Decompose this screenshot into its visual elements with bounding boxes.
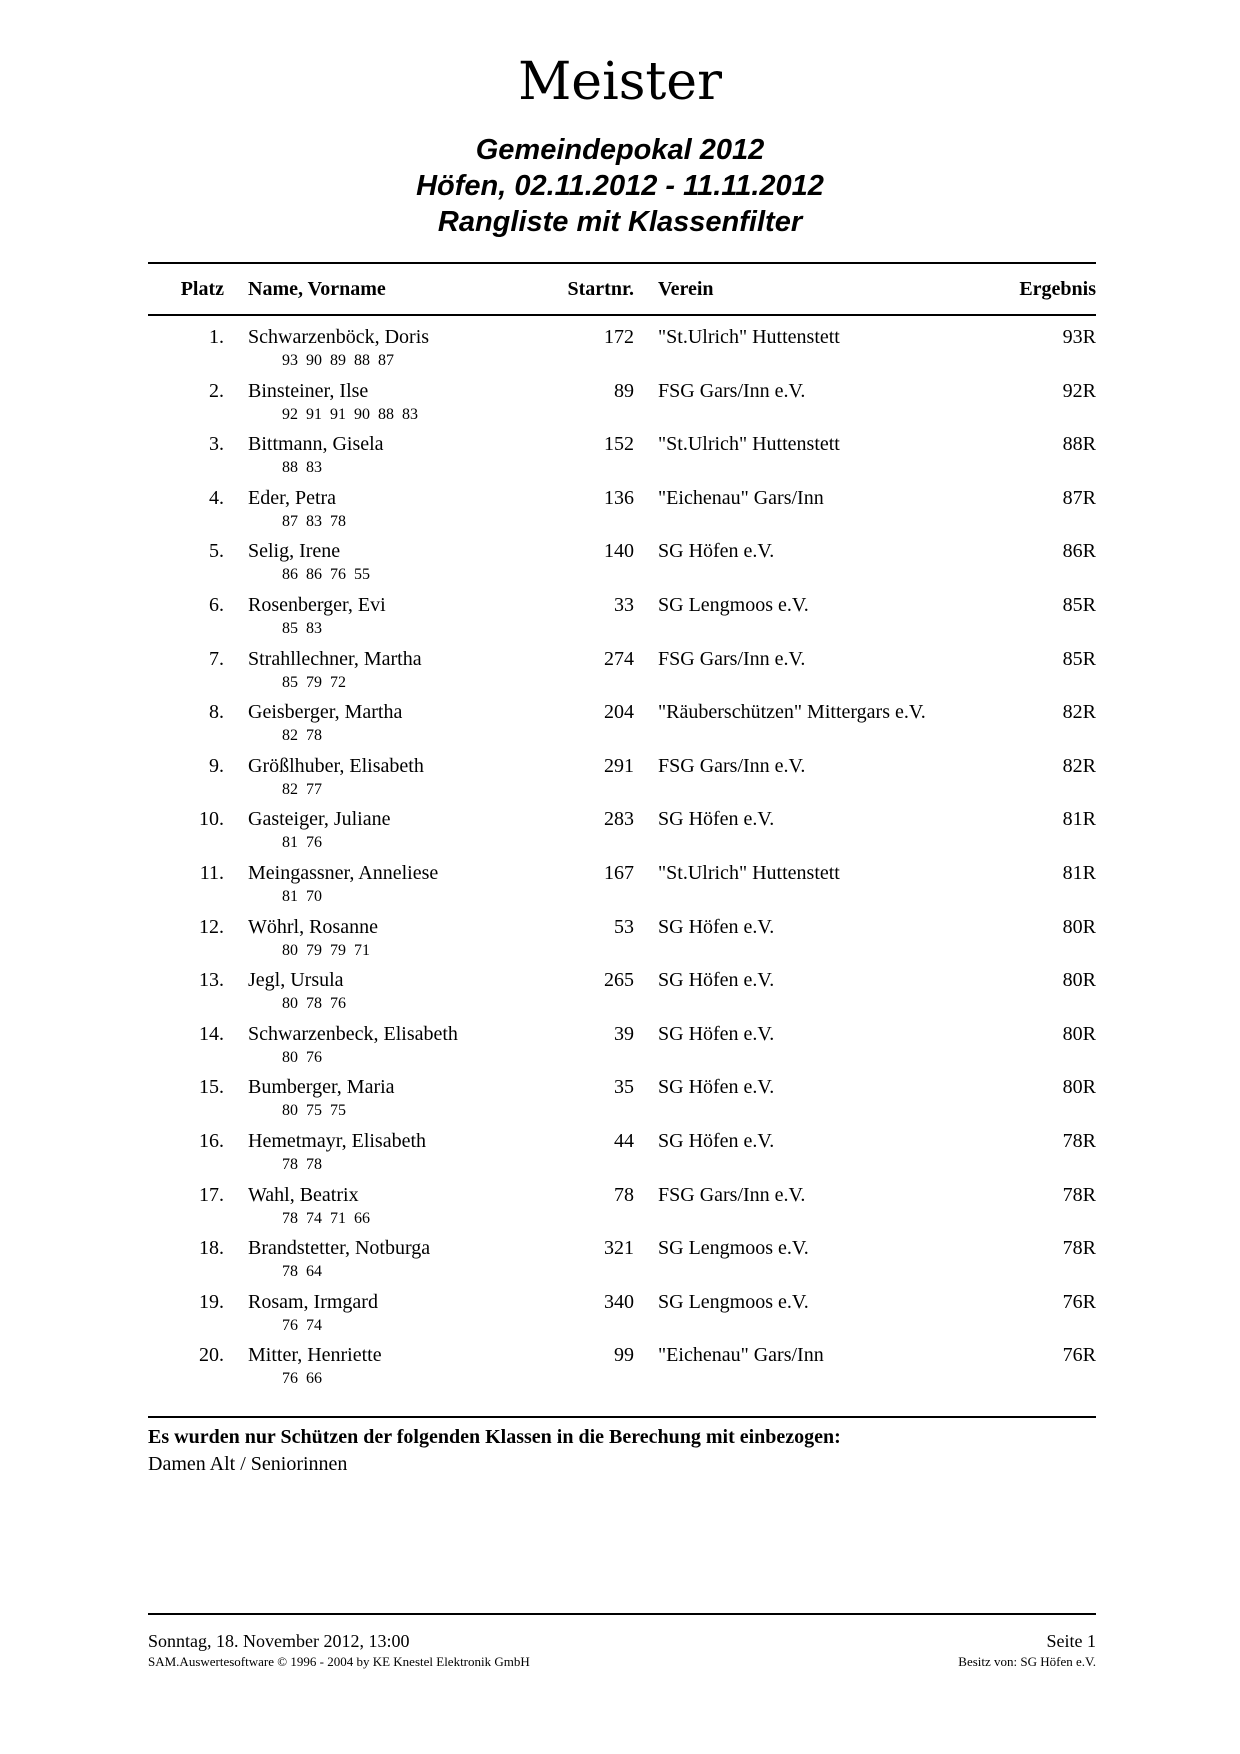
row-series-scores: 87 83 78 — [282, 513, 346, 530]
row-startnr: 204 — [604, 701, 634, 723]
row-startnr: 265 — [604, 969, 634, 991]
row-startnr: 283 — [604, 808, 634, 830]
row-ergebnis: 82R — [1062, 701, 1096, 723]
row-verein: SG Höfen e.V. — [658, 1130, 775, 1152]
table-row — [0, 1128, 1240, 1182]
row-series-scores: 85 79 72 — [282, 674, 346, 691]
table-row — [0, 914, 1240, 968]
row-platz: 19. — [199, 1291, 224, 1313]
row-name: Binsteiner, Ilse — [248, 380, 369, 402]
row-ergebnis: 80R — [1062, 916, 1096, 938]
row-ergebnis: 86R — [1062, 540, 1096, 562]
row-startnr: 140 — [604, 540, 634, 562]
column-header-verein: Verein — [658, 278, 714, 300]
row-platz: 1. — [209, 326, 224, 348]
row-platz: 14. — [199, 1023, 224, 1045]
row-ergebnis: 80R — [1062, 969, 1096, 991]
table-row — [0, 485, 1240, 539]
row-ergebnis: 78R — [1062, 1184, 1096, 1206]
footer-page: Seite 1 — [1046, 1631, 1096, 1651]
row-platz: 16. — [199, 1130, 224, 1152]
table-row — [0, 699, 1240, 753]
table-row — [0, 753, 1240, 807]
class-filter-value: Damen Alt / Seniorinnen — [148, 1453, 348, 1475]
table-row — [0, 860, 1240, 914]
table-row — [0, 592, 1240, 646]
row-platz: 8. — [209, 701, 224, 723]
row-ergebnis: 81R — [1062, 862, 1096, 884]
table-row — [0, 378, 1240, 432]
row-name: Eder, Petra — [248, 487, 337, 509]
row-verein: SG Höfen e.V. — [658, 1076, 775, 1098]
row-platz: 10. — [199, 808, 224, 830]
row-ergebnis: 85R — [1062, 648, 1096, 670]
row-platz: 6. — [209, 594, 224, 616]
row-name: Strahllechner, Martha — [248, 648, 422, 670]
row-verein: SG Höfen e.V. — [658, 1023, 775, 1045]
row-ergebnis: 76R — [1062, 1344, 1096, 1366]
row-platz: 20. — [199, 1344, 224, 1366]
row-verein: SG Höfen e.V. — [658, 540, 775, 562]
row-verein: "St.Ulrich" Huttenstett — [658, 326, 840, 348]
table-row — [0, 538, 1240, 592]
row-verein: SG Lengmoos e.V. — [658, 1291, 809, 1313]
row-startnr: 172 — [604, 326, 634, 348]
row-verein: "St.Ulrich" Huttenstett — [658, 433, 840, 455]
row-ergebnis: 92R — [1062, 380, 1096, 402]
row-series-scores: 88 83 — [282, 459, 322, 476]
row-series-scores: 80 75 75 — [282, 1102, 346, 1119]
subtitle-line-list-type: Rangliste mit Klassenfilter — [437, 206, 803, 238]
row-series-scores: 80 78 76 — [282, 995, 346, 1012]
row-verein: SG Höfen e.V. — [658, 969, 775, 991]
row-name: Wahl, Beatrix — [248, 1184, 359, 1206]
row-name: Größlhuber, Elisabeth — [248, 755, 424, 777]
row-verein: SG Höfen e.V. — [658, 808, 775, 830]
row-name: Hemetmayr, Elisabeth — [248, 1130, 427, 1152]
row-verein: FSG Gars/Inn e.V. — [658, 380, 806, 402]
row-series-scores: 78 74 71 66 — [282, 1210, 370, 1227]
row-series-scores: 92 91 91 90 88 83 — [282, 406, 418, 423]
row-verein: FSG Gars/Inn e.V. — [658, 755, 806, 777]
header-top-rule — [148, 262, 1096, 264]
row-verein: SG Lengmoos e.V. — [658, 1237, 809, 1259]
row-ergebnis: 88R — [1062, 433, 1096, 455]
row-startnr: 78 — [614, 1184, 634, 1206]
footer-software: SAM.Auswertesoftware © 1996 - 2004 by KE Knestel Elektronik GmbH — [148, 1654, 530, 1669]
row-series-scores: 76 66 — [282, 1370, 322, 1387]
row-startnr: 152 — [604, 433, 634, 455]
row-platz: 12. — [199, 916, 224, 938]
row-startnr: 39 — [614, 1023, 634, 1045]
row-startnr: 167 — [604, 862, 634, 884]
row-verein: FSG Gars/Inn e.V. — [658, 648, 806, 670]
footer-owner: Besitz von: SG Höfen e.V. — [958, 1654, 1096, 1669]
row-platz: 3. — [209, 433, 224, 455]
table-row — [0, 1182, 1240, 1236]
table-bottom-rule — [148, 1416, 1096, 1418]
subtitle-line-place-date: Höfen, 02.11.2012 - 11.11.2012 — [416, 170, 824, 202]
row-series-scores: 93 90 89 88 87 — [282, 352, 394, 369]
row-verein: "Eichenau" Gars/Inn — [658, 1344, 824, 1366]
table-row — [0, 324, 1240, 378]
table-row — [0, 1074, 1240, 1128]
row-startnr: 274 — [604, 648, 634, 670]
page-title: Meister — [518, 52, 722, 112]
row-platz: 15. — [199, 1076, 224, 1098]
row-platz: 17. — [199, 1184, 224, 1206]
row-startnr: 33 — [614, 594, 634, 616]
row-ergebnis: 87R — [1062, 487, 1096, 509]
column-header-name: Name, Vorname — [248, 278, 386, 300]
row-name: Geisberger, Martha — [248, 701, 403, 723]
row-series-scores: 81 76 — [282, 834, 322, 851]
table-row — [0, 1235, 1240, 1289]
row-verein: SG Lengmoos e.V. — [658, 594, 809, 616]
header-bottom-rule — [148, 314, 1096, 316]
row-name: Bittmann, Gisela — [248, 433, 384, 455]
row-name: Mitter, Henriette — [248, 1344, 382, 1366]
row-series-scores: 76 74 — [282, 1317, 322, 1334]
table-row — [0, 1342, 1240, 1396]
row-startnr: 53 — [614, 916, 634, 938]
row-ergebnis: 78R — [1062, 1130, 1096, 1152]
row-startnr: 291 — [604, 755, 634, 777]
column-header-platz: Platz — [180, 278, 224, 300]
row-series-scores: 78 78 — [282, 1156, 322, 1173]
row-verein: FSG Gars/Inn e.V. — [658, 1184, 806, 1206]
row-ergebnis: 85R — [1062, 594, 1096, 616]
row-series-scores: 85 83 — [282, 620, 322, 637]
row-series-scores: 86 86 76 55 — [282, 566, 370, 583]
row-name: Jegl, Ursula — [248, 969, 344, 991]
column-header-startnr: Startnr. — [567, 278, 634, 300]
row-series-scores: 82 77 — [282, 781, 322, 798]
row-ergebnis: 80R — [1062, 1076, 1096, 1098]
row-startnr: 136 — [604, 487, 634, 509]
row-name: Wöhrl, Rosanne — [248, 916, 378, 938]
row-series-scores: 78 64 — [282, 1263, 322, 1280]
row-startnr: 89 — [614, 380, 634, 402]
row-ergebnis: 82R — [1062, 755, 1096, 777]
row-name: Schwarzenbeck, Elisabeth — [248, 1023, 458, 1045]
row-verein: "St.Ulrich" Huttenstett — [658, 862, 840, 884]
row-platz: 9. — [209, 755, 224, 777]
row-name: Selig, Irene — [248, 540, 341, 562]
row-name: Brandstetter, Notburga — [248, 1237, 431, 1259]
row-platz: 4. — [209, 487, 224, 509]
row-startnr: 321 — [604, 1237, 634, 1259]
row-startnr: 99 — [614, 1344, 634, 1366]
footer-rule — [148, 1613, 1096, 1615]
row-platz: 18. — [199, 1237, 224, 1259]
row-series-scores: 80 76 — [282, 1049, 322, 1066]
row-platz: 5. — [209, 540, 224, 562]
row-platz: 2. — [209, 380, 224, 402]
row-verein: "Eichenau" Gars/Inn — [658, 487, 824, 509]
row-ergebnis: 93R — [1062, 326, 1096, 348]
row-startnr: 35 — [614, 1076, 634, 1098]
row-ergebnis: 80R — [1062, 1023, 1096, 1045]
column-header-ergebnis: Ergebnis — [1019, 278, 1096, 300]
row-platz: 13. — [199, 969, 224, 991]
row-verein: SG Höfen e.V. — [658, 916, 775, 938]
row-platz: 11. — [199, 862, 224, 884]
table-row — [0, 1289, 1240, 1343]
row-ergebnis: 78R — [1062, 1237, 1096, 1259]
class-filter-note: Es wurden nur Schützen der folgenden Klassen in die Berechung mit einbezogen: — [148, 1426, 841, 1448]
row-name: Gasteiger, Juliane — [248, 808, 391, 830]
footer-date: Sonntag, 18. November 2012, 13:00 — [148, 1631, 410, 1651]
row-name: Rosam, Irmgard — [248, 1291, 378, 1313]
row-startnr: 44 — [614, 1130, 634, 1152]
table-row — [0, 431, 1240, 485]
table-row — [0, 806, 1240, 860]
row-series-scores: 81 70 — [282, 888, 322, 905]
table-row — [0, 1021, 1240, 1075]
row-series-scores: 82 78 — [282, 727, 322, 744]
row-name: Schwarzenböck, Doris — [248, 326, 430, 348]
row-platz: 7. — [209, 648, 224, 670]
row-startnr: 340 — [604, 1291, 634, 1313]
table-row — [0, 967, 1240, 1021]
row-ergebnis: 81R — [1062, 808, 1096, 830]
row-name: Bumberger, Maria — [248, 1076, 395, 1098]
subtitle-line-event: Gemeindepokal 2012 — [475, 134, 765, 166]
subtitle — [0, 132, 1240, 240]
row-verein: "Räuberschützen" Mittergars e.V. — [658, 701, 926, 723]
row-series-scores: 80 79 79 71 — [282, 942, 370, 959]
row-ergebnis: 76R — [1062, 1291, 1096, 1313]
table-row — [0, 646, 1240, 700]
row-name: Rosenberger, Evi — [248, 594, 386, 616]
row-name: Meingassner, Anneliese — [248, 862, 439, 884]
